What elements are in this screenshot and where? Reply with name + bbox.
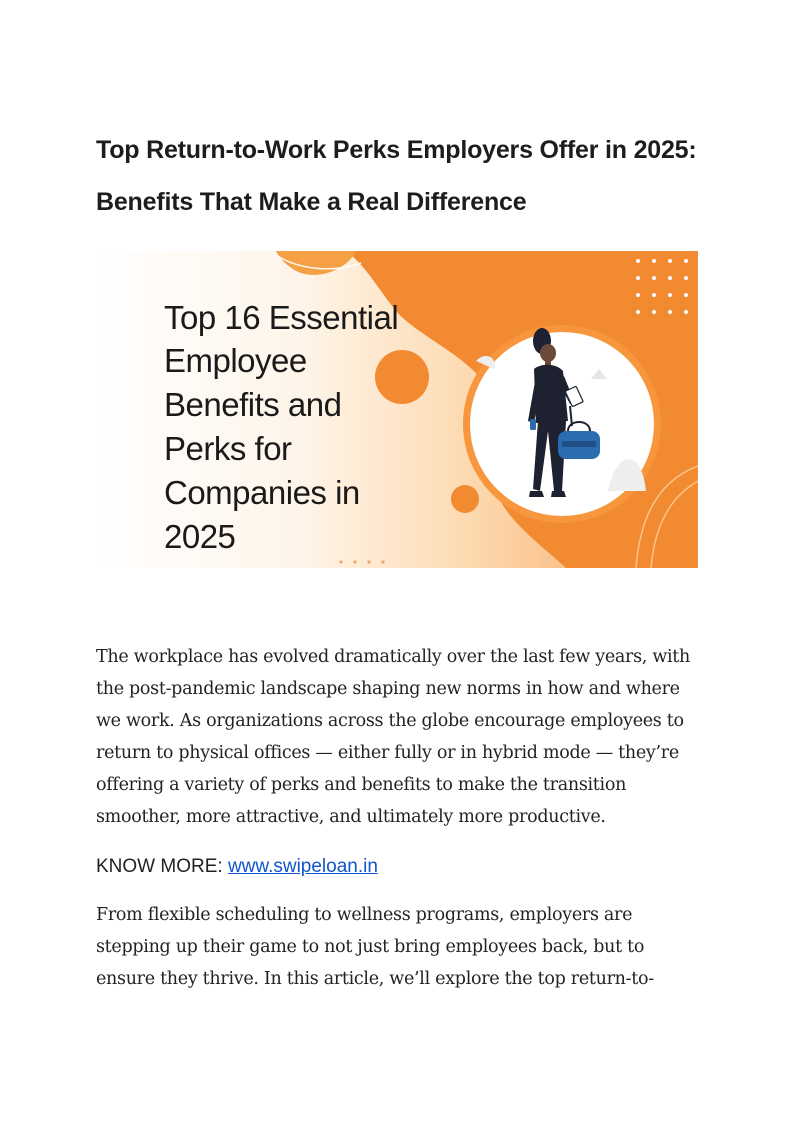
banner-headline-line: Perks for bbox=[164, 430, 292, 467]
article-banner-image bbox=[96, 251, 698, 568]
banner-headline-line: Benefits and bbox=[164, 386, 342, 423]
intro-paragraph: The workplace has evolved dramatically over the last few years, with the post-pandemic landscape shaping new norms in how and where we work. As organizations across the globe encourage employees to return to physical offices — either fully or in hybrid mode — they’re offering a variety of perks and benefits to make the transition smoother, more attractive, and ultimately more productive. bbox=[96, 647, 691, 827]
decorative-circle bbox=[375, 350, 429, 404]
banner-headline-line: Companies in bbox=[164, 474, 360, 511]
second-paragraph: From flexible scheduling to wellness programs, employers are stepping up their game to not just bring employees back, but to ensure they thrive. In this article, we’ll explore the top return-to- bbox=[96, 905, 654, 989]
decorative-circle bbox=[451, 485, 479, 513]
know-more-line bbox=[96, 855, 378, 879]
banner-headline-line: Employee bbox=[164, 342, 307, 379]
swipeloan-link[interactable]: www.swipeloan.in bbox=[227, 856, 378, 877]
article-title: Top Return-to-Work Perks Employers Offer in 2025: Benefits That Make a Real Difference bbox=[96, 136, 697, 216]
know-more-label: KNOW MORE: bbox=[96, 856, 223, 877]
banner-headline-line: Top 16 Essential bbox=[164, 299, 399, 336]
banner-headline-line: 2025 bbox=[164, 518, 236, 555]
